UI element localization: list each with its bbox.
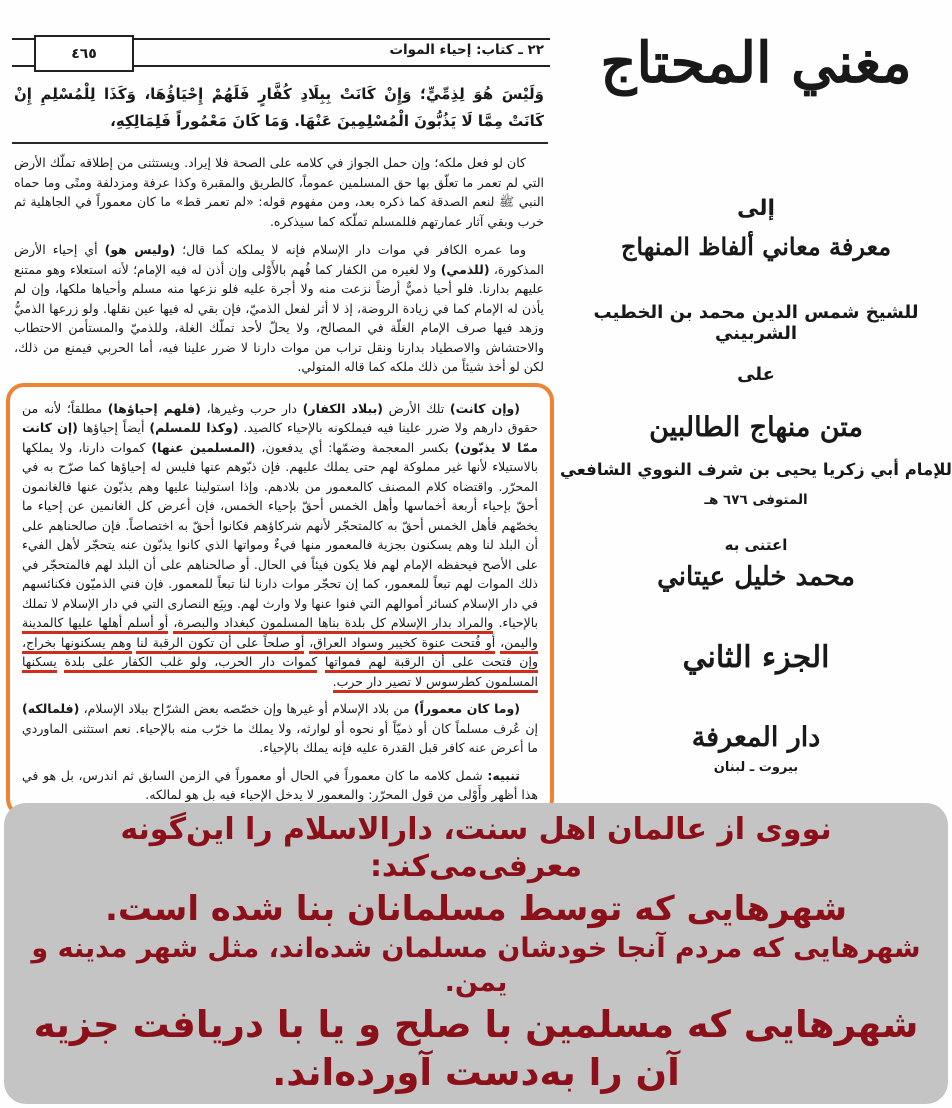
orange-highlight-box: [6, 383, 554, 817]
persian-caption-panel: [4, 803, 948, 1104]
tanbih-text: شمل كلامه ما كان معموراً في الحال أو معموراً في الزمن السابق ثم اندرس، بل هو في هذا أظهر وأَوْلى من قول المحرّر: والمعمور لا يدخل الإحياء فيه بل هو لمالكه.: [22, 767, 538, 802]
commentary-paragraph-2: وما عمره الكافر في موات دار الإسلام فإنه لا يملكه كما قال؛ (وليس هو) أي إحياء الأرض المذكورة، (للذمي) ولا لغيره من الكفار كما فُهم بالأَوْلى وإن أذن له فيه الإمام؛ لأنه استعلاء وهو ممتنع عليهم بدارنا. فلو أحيا ذميٌّ أرضاً نزعت منه ولا أجرة عليه فلو نزعها منه مسلم وأحياها ملكها، وإن لم يأذن له الإمام كما في زيادة الروضة، إذ لا أثر لفعل الذميّ، فإن بقي له فيها عين نقلها. ولو زرعها الذميُّ وزهد فيها صرف الإمام الغلّة في المصالح، ولا يحلّ لأحد تملّك الغلة، وللذميّ والمستأمن الاحتطاب والاحتشاش والاصطياد بدارنا ونقل تراب من موات دارنا لا ضرر علينا فيه، أما الحربي فيمنع من ذلك، لكن لو أخذ شيئاً من ذلك ملكه كما قاله المتولي.: [14, 242, 544, 374]
book-page: [0, 0, 560, 810]
caption-line-3: شهرهایی که مردم آنجا خودشان مسلمان شده‌اند، مثل شهر مدینه و یمن.: [31, 933, 921, 998]
matn-divider: [12, 142, 548, 144]
death-note: المتوفى ٦٧٦ هـ: [704, 492, 808, 508]
title-page: [560, 0, 952, 810]
commentary-paragraph-1: كان لو فعل ملكه؛ وإن حمل الجواز في كلامه على الصحة فلا إيراد. ويستثنى من إطلاقه تملّك الأرض التي لم تعمر ما تعلّق بها حق المسلمين عموماً، كالطريق والمقبرة وكذا عرفة ومزدلفة ومنًى وما حماه النبي ﷺ لنعم الصدقة كما ذكره بعد، ومن مفهوم قوله: «لم تعمر قط» ما كان معموراً في الجاهلية ثم خرب وبقي آثار عمارتهم فللمسلم تملّكه كما سيذكره.: [14, 155, 544, 229]
red-underlined-segment: يسكنها المسلمون كطرسوس لا تصير دار حرب.: [22, 654, 538, 693]
red-underlined-segment: كموات دار الحرب، ولو غلب الكفار على بلدة: [64, 654, 317, 673]
page-number: ٤٦٥: [71, 45, 97, 62]
red-underlined-segment: والمراد بدار الإسلام كل بلدة بناها المسلمون كبغداد والبصرة،: [173, 615, 493, 634]
boxed-paragraph-3: [22, 766, 538, 805]
caption-line-4: شهرهایی که مسلمین با صلح و یا با دریافت جزیه: [33, 1002, 919, 1046]
red-underlined-segment: أو فُتحت عنوة كخيبر وسواد العراق،: [309, 635, 495, 654]
volume-label: الجزء الثاني: [682, 640, 830, 675]
word-ila: إلى: [736, 196, 776, 221]
caption-line-5: آن را به‌دست آورده‌اند.: [272, 1050, 680, 1094]
matn-text: وَلَيْسَ هُوَ لِذِمِّيٍّ؛ وَإِنْ كَانَتْ بِبِلَادِ كُفَّارٍ فَلَهُمْ إِحْيَاؤُهَا، وَكَذَا لِلْمُسْلِمِ إِنْ كَانَتْ مِمَّا لَا يَذُبُّونَ الْمُسْلِمِينَ عَنْهَا. وَمَا كَانَ مَعْمُوراً فَلِمَالِكِهِ،: [14, 85, 544, 130]
boxed-paragraph-1: [22, 399, 538, 692]
red-underlined-segment: أو صلحاً على أن تكون الرقبة لنا: [136, 635, 304, 654]
publisher-city: بيروت ـ لبنان: [713, 760, 799, 775]
editor-name: محمد خليل عيتاني: [657, 562, 855, 592]
commentator-name: للشيخ شمس الدين محمد بن الخطيب الشربيني: [593, 302, 919, 344]
chapter-title: ٢٢ ـ كتاب: إحياء الموات: [389, 42, 544, 58]
word-ala: على: [737, 364, 775, 385]
book-subtitle: معرفة معاني ألفاظ المنهاج: [620, 232, 892, 261]
edited-by-label: اعتنى به: [724, 536, 788, 554]
caption-line-2: شهرهایی که توسط مسلمانان بنا شده است.: [104, 888, 848, 929]
book-main-title: مغني المحتاج: [600, 30, 912, 96]
page-number-box: [34, 35, 134, 72]
tanbih-lead: تنبيه:: [487, 767, 520, 783]
caption-line-1: نووی از عالمان اهل سنت، دارالاسلام را این‌گونه معرفی‌می‌کند:: [120, 811, 832, 885]
red-underlined-segment: أو أسلم أهلها عليها كالمدينة واليمن،: [22, 615, 538, 654]
publisher-name: دار المعرفة: [691, 722, 821, 753]
boxed-paragraph-2: (وما كان معموراً) من بلاد الإسلام أو غيرها وإن خصّصه بعض الشرّاح ببلاد الإسلام، (فلمالكه) إن عُرف مسلماً كان أو ذميّاً أو نحوه أو لوارثه، ولا يملك ما خرّب منه بالإحياء. نعم استثنى الماوردي ما أعرض عنه كافر قبل القدرة عليه فإنه يملك بالإحياء.: [22, 701, 538, 755]
boxed-paragraph-1-text: (وإن كانت) تلك الأرض (ببلاد الكفار) دار حرب وغيرها، (فلهم إحياؤها) مطلقاً؛ لأنه من حقوق دارهم ولا ضرر علينا فيه فيملكونه بالإحياء كالصيد. (وكذا للمسلم) أيضاً إحياؤها (إن كانت ممّا لا يذبّون) بكسر المعجمة وضمّها: أي يدفعون، (المسلمين عنها) كموات دارنا، ولا يملكها بالاستيلاء لأنها غير مملوكة لهم حتى يملك عليهم. فإن ذبّوهم عنها فليس له إحياؤها كما صرّح به في المحرّر. واقتضاه كلام المصنف كالمعمور من بلادهم. وإذا استولينا عليها وهم يذبّون عنها فالغانمون أحقّ بإحياء أربعة أخماسها وأهل الخمس أحقّ بإحياء الخمس، فإن أعرض كل الغانمين عن إحياء ما يخصّهم فأهل الخمس أحقّ به كالمتحجّر لأنهم شركاؤهم فكانوا أحقّ به اختصاصاً. فإن صالحناهم على أن البلد لنا وهم يسكنون بجزية فالمعمور منها فيءٌ ومواتها الذي كانوا يذبّون عنه يتحجّر لأهل الفيء على الأصح فيحفظه الإمام لهم فلا يكون فيئاً في الحال. أو صالحناهم على أن البلد لهم فالمتحجّر في ذلك الموات لهم تبعاً للمعمور، كما إن تحجّر موات دارنا لنا تبعاً للمعمور. فإن فني الذميّون فكنائسهم في دار الإسلام كسائر أموالهم التي فنوا عنها ولا وارث لهم. وبِيَع النصارى التي في دار الإسلام لا تملك بالإحياء.: [21, 400, 539, 630]
matn-author: للإمام أبي زكريا يحيى بن شرف النووي الشافعي: [560, 460, 952, 479]
page-header: [12, 38, 550, 67]
red-underlined-segment: وهم يسكنونها بخراج، وإن فتحت على أن الرقبة لهم فمواتها: [22, 635, 538, 674]
matn-title: متن منهاج الطالبين: [649, 412, 863, 443]
